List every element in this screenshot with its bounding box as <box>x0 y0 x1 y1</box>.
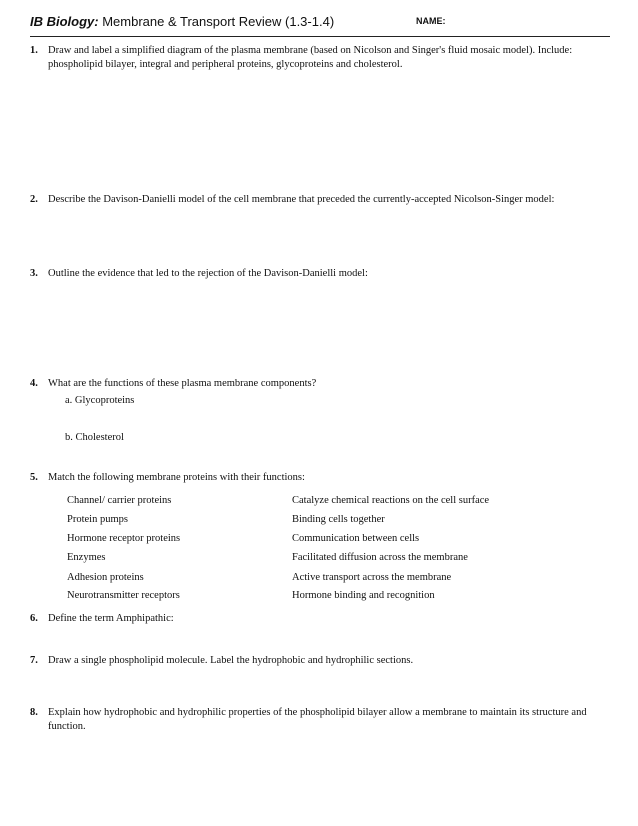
match-row <box>67 590 587 604</box>
question-number: 2. <box>30 194 38 205</box>
question-number: 8. <box>30 707 38 718</box>
q4-part-b: b. Cholesterol <box>65 432 124 443</box>
header <box>30 14 610 37</box>
question-text: Define the term Amphipathic: <box>48 613 174 624</box>
match-function: Catalyze chemical reactions on the cell surface <box>292 495 490 506</box>
match-row <box>67 495 587 509</box>
question-number: 5. <box>30 472 38 483</box>
question-text: Describe the Davison-Danielli model of the cell membrane that preceded the currently-accepted Nicolson-Singer model: <box>48 194 555 205</box>
question-number: 7. <box>30 655 38 666</box>
match-function: Binding cells together <box>292 514 385 525</box>
title-topic: Membrane & Transport Review (1.3-1.4) <box>98 14 335 29</box>
match-protein: Hormone receptor proteins <box>67 533 181 544</box>
question-number: 6. <box>30 613 38 624</box>
question-number: 4. <box>30 378 38 389</box>
question-number: 1. <box>30 45 38 56</box>
match-function: Hormone binding and recognition <box>292 590 435 601</box>
match-protein: Adhesion proteins <box>67 572 144 583</box>
match-protein: Enzymes <box>67 552 106 563</box>
q4-part-a: a. Glycoproteins <box>65 395 135 406</box>
match-row <box>67 514 587 528</box>
match-function: Active transport across the membrane <box>292 572 452 583</box>
match-function: Facilitated diffusion across the membrane <box>292 552 468 563</box>
match-row <box>67 533 587 547</box>
name-label: NAME: <box>416 16 446 26</box>
question-number: 3. <box>30 268 38 279</box>
match-protein: Protein pumps <box>67 514 128 525</box>
match-row <box>67 552 587 566</box>
match-protein: Neurotransmitter receptors <box>67 590 180 601</box>
question-text: Draw a single phospholipid molecule. Label the hydrophobic and hydrophilic sections. <box>48 655 414 666</box>
question-text: Draw and label a simplified diagram of the plasma membrane (based on Nicolson and Singer's fluid mosaic model). Include: phospholipid bilayer, integral and peripheral proteins, glycoproteins and cholesterol. <box>48 45 573 70</box>
question-text: What are the functions of these plasma membrane components? <box>48 378 317 389</box>
match-row <box>67 572 587 586</box>
title-subject: IB Biology: <box>30 14 99 29</box>
question-text: Outline the evidence that led to the rejection of the Davison-Danielli model: <box>48 268 368 279</box>
page-title <box>30 14 334 29</box>
question-text: Explain how hydrophobic and hydrophilic properties of the phospholipid bilayer allow a membrane to maintain its structure and function. <box>48 707 587 732</box>
match-protein: Channel/ carrier proteins <box>67 495 172 506</box>
question-text: Match the following membrane proteins with their functions: <box>48 472 305 483</box>
match-function: Communication between cells <box>292 533 420 544</box>
